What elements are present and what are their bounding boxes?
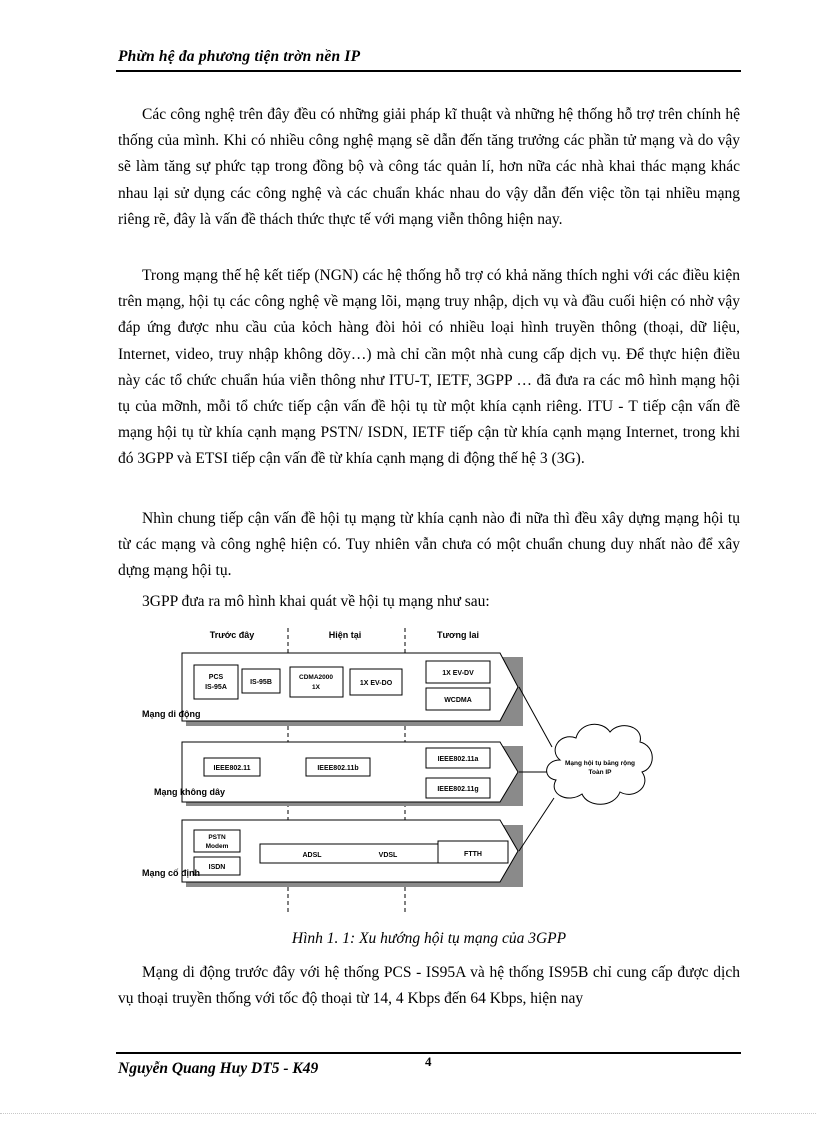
column-header-future: Tương lai (437, 630, 479, 640)
evdo-label: 1X EV-DO (359, 680, 393, 687)
pcs-label: PCS (208, 674, 224, 681)
paragraph-3: Nhìn chung tiếp cận vấn đề hội tụ mạng từ khía cạnh nào đi nữa thì đều xây dựng mạng hội tụ từ các mạng và công nghệ hiện có. Tuy nhiên vẫn chưa có một chuẩn chung duy nhất nào để xây dựng mạng hội tụ. (118, 510, 740, 580)
fixed-network-label: Mạng cố định (142, 868, 200, 878)
ieee80211a-label: IEEE802.11a (437, 756, 479, 763)
is95a-label: IS-95A (205, 684, 227, 691)
vdsl-label: VDSL (378, 852, 398, 859)
figure-caption: Hình 1. 1: Xu hướng hội tụ mạng của 3GPP (291, 930, 567, 947)
page-header-title: Phừn hệ đa phương tiện trờn nền IP (118, 48, 361, 65)
paragraph-4: 3GPP đưa ra mô hình khai quát về hội tụ mạng như sau: (142, 593, 490, 610)
column-header-present: Hiện tại (328, 630, 362, 640)
header-rule (116, 70, 741, 72)
page-number: 4 (425, 1054, 432, 1069)
adsl-label: ADSL (302, 852, 322, 859)
column-header-past: Trước đây (209, 630, 255, 640)
mobile-network-label: Mạng di động (142, 709, 201, 719)
cdma-1x-label: 1X (312, 684, 320, 691)
wcdma-label: WCDMA (444, 697, 472, 704)
cdma2000-box (290, 667, 343, 697)
network-convergence-diagram (140, 622, 660, 918)
cloud-label-line2: Toàn IP (588, 769, 612, 776)
paragraph-after-figure: Mạng di động trước đây với hệ thống PCS - IS95A và hệ thống IS95B chỉ cung cấp được dịch vụ thoại truyền thống với tốc độ thoại từ 14, 4 Kbps đến 64 Kbps, hiện nay (118, 964, 740, 1008)
ieee80211-label: IEEE802.11 (213, 765, 251, 772)
is95b-label: IS-95B (250, 679, 272, 686)
ieee80211b-label: IEEE802.11b (317, 765, 359, 772)
cdma2000-label: CDMA2000 (299, 674, 333, 681)
modem-label: Modem (205, 843, 229, 850)
ftth-label: FTTH (464, 851, 482, 858)
pcs-is95a-box (194, 665, 238, 699)
isdn-label: ISDN (208, 864, 226, 871)
fixed-to-cloud-arrow (519, 798, 554, 851)
evdv-label: 1X EV-DV (442, 670, 474, 677)
ieee80211g-label: IEEE802.11g (437, 786, 479, 793)
pstn-label: PSTN (208, 834, 226, 841)
mobile-to-cloud-arrow (519, 687, 552, 747)
wireless-network-label: Mạng không dây (154, 787, 226, 797)
footer-author: Nguyễn Quang Huy DT5 - K49 (118, 1060, 319, 1077)
cloud-label-line1: Mạng hội tụ băng rộng (564, 760, 636, 767)
paragraph-1: Các công nghệ trên đây đều có những giải pháp kĩ thuật và những hệ thống hỗ trợ trên chính hệ thống của mình. Khi có nhiều công nghệ mạng sẽ dẫn đến tăng trưởng các phần tử mạng và do vậy sẽ làm tăng sự phức tạp trong đồng bộ và công tác quản lí, hơn nữa các nhà khai thác mạng khác nhau lại sử dụng các công nghệ và các chuẩn khác nhau do vậy dẫn đến việc tồn tại nhiều mạng riêng rẽ, đây là vấn đề thách thức thực tế với mạng viễn thông hiện nay. (118, 106, 740, 228)
page-bottom-dotted-line (0, 1113, 816, 1114)
paragraph-2: Trong mạng thế hệ kết tiếp (NGN) các hệ thống hỗ trợ có khả năng thích nghi với các điều kiện trên mạng, hội tụ các công nghệ về mạng lõi, mạng truy nhập, dịch vụ và đầu cuối hiện có nhờ vậy đáp ứng được nhu cầu của kỏch hàng đòi hỏi có nhiều loại hình truyền thông (thoại, dữ liệu, Internet, video, truy nhập không dõy…) mà chỉ cần một nhà cung cấp dịch vụ. Để thực hiện điều này các tổ chức chuẩn húa viễn thông như ITU-T, IETF, 3GPP … đã đưa ra các mô hình mạng hội tụ của mỡnh, mỗi tổ chức tiếp cận vấn đề hội tụ từ một khía cạnh riêng. ITU - T tiếp cận vấn đề mạng hội tụ từ khía cạnh mạng PSTN/ ISDN, IETF tiếp cận từ khía cạnh mạng Internet, trong khi đó 3GPP và ETSI tiếp cận vấn đề từ khía cạnh mạng di động thế hệ 3 (3G). (118, 267, 740, 468)
